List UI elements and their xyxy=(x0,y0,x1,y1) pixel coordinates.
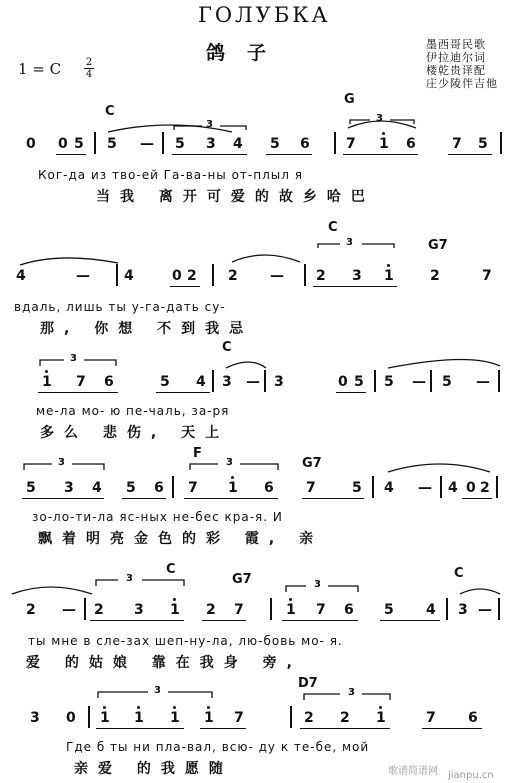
note: 1 xyxy=(170,710,180,726)
credit-guitar: 庄少陵伴吉他 xyxy=(426,77,498,90)
note: 1 xyxy=(376,710,386,726)
chord-label: C xyxy=(105,104,115,119)
note: 3 xyxy=(206,136,216,152)
note-dash: — xyxy=(418,480,432,496)
chord-label: D7 xyxy=(298,676,318,691)
triplet-bracket xyxy=(304,694,390,700)
chord-label: G xyxy=(344,92,355,107)
note: 5 xyxy=(442,374,452,390)
triplet-bracket xyxy=(318,244,394,248)
note: 1 xyxy=(384,268,394,284)
note: 7 xyxy=(452,136,462,152)
triplet-label: 3 xyxy=(154,685,161,696)
chord-label: C xyxy=(328,220,338,235)
note: 0 xyxy=(338,374,348,390)
note: 4 xyxy=(384,480,394,496)
note: 5 xyxy=(478,136,488,152)
note-dash: — xyxy=(62,602,76,618)
note: 5 xyxy=(352,480,362,496)
note: 7 xyxy=(482,268,492,284)
note: 4 xyxy=(92,480,102,496)
note: 6 xyxy=(406,136,416,152)
note: 3 xyxy=(222,374,232,390)
note: 7 xyxy=(316,602,326,618)
note: 6 xyxy=(264,480,274,496)
chord-label: C xyxy=(222,340,232,355)
note: 0 xyxy=(466,480,476,496)
lyrics-chinese: 爱 的姑娘 靠在我身 旁, xyxy=(26,655,302,671)
lyrics-chinese: 亲爱 的我愿随 xyxy=(74,761,233,777)
note: 5 xyxy=(270,136,280,152)
note: 2 xyxy=(94,602,104,618)
note: 1 xyxy=(228,480,238,496)
note: 7 xyxy=(76,374,86,390)
note-dash: — xyxy=(270,268,284,284)
note: 7 xyxy=(346,136,356,152)
note: 1 xyxy=(100,710,110,726)
note: 0 xyxy=(26,136,36,152)
slur-mark xyxy=(12,587,92,594)
triplet-bracket xyxy=(286,586,358,592)
slur-mark xyxy=(388,464,490,472)
slur-mark xyxy=(232,255,300,262)
chord-label: G7 xyxy=(232,572,252,587)
song-title-russian: ГОЛУБКА xyxy=(198,3,331,27)
note: 2 xyxy=(228,268,238,284)
triplet-label: 3 xyxy=(70,353,77,364)
note: 5 xyxy=(175,136,185,152)
note-dash: — xyxy=(412,374,426,390)
lyrics-russian: ты мне в сле-зах шеп-ну-ла, лю-бовь мо- я. xyxy=(28,634,343,648)
lyrics-russian: зо-ло-ти-ла яс-ных не-бес кра-я. И xyxy=(32,510,283,524)
note: 0 xyxy=(66,710,76,726)
slur-mark xyxy=(388,359,500,368)
note: 7 xyxy=(234,710,244,726)
triplet-label: 3 xyxy=(206,119,213,130)
note: 1 xyxy=(286,602,296,618)
lyrics-chinese: 那, 你想 不到我忌 xyxy=(40,321,254,337)
note: 6 xyxy=(344,602,354,618)
note: 2 xyxy=(480,480,490,496)
watermark-url: jianpu.cn xyxy=(448,770,494,781)
note: 5 xyxy=(354,374,364,390)
note: 0 xyxy=(58,136,68,152)
note: 1 xyxy=(204,710,214,726)
note: 2 xyxy=(26,602,36,618)
key-signature: 1 = C xyxy=(18,60,62,78)
song-title-chinese: 鸽子 xyxy=(206,42,289,64)
slur-mark xyxy=(108,125,232,132)
note: 6 xyxy=(154,480,164,496)
watermark-text: 歌谱简谱网 xyxy=(388,766,438,777)
meter-bottom: 4 xyxy=(85,69,93,80)
chord-label: C xyxy=(166,562,176,577)
lyrics-russian: Где б ты ни пла-вал, всю- ду к те-бе, мой xyxy=(66,740,370,754)
note: 4 xyxy=(124,268,134,284)
note: 5 xyxy=(107,136,117,152)
chord-label: C xyxy=(454,566,464,581)
note: 4 xyxy=(233,136,243,152)
credit-lyricist: 伊拉迪尔词 xyxy=(426,51,486,64)
triplet-label: 3 xyxy=(314,579,321,590)
chord-label: F xyxy=(193,446,202,461)
lyrics-chinese: 当我 离开可爱的故乡哈巴 xyxy=(96,189,375,205)
note: 3 xyxy=(64,480,74,496)
triplet-bracket xyxy=(96,580,184,586)
note: 5 xyxy=(126,480,136,496)
triplet-label: 3 xyxy=(348,687,355,698)
note: 6 xyxy=(468,710,478,726)
note: 2 xyxy=(430,268,440,284)
note: 3 xyxy=(30,710,40,726)
note: 6 xyxy=(104,374,114,390)
lyrics-chinese: 多么 悲伤, 天上 xyxy=(40,425,230,441)
slur-mark xyxy=(226,362,266,368)
note: 4 xyxy=(16,268,26,284)
note: 4 xyxy=(196,374,206,390)
lyrics-russian: Ког-да из тво-ей Га-ва-ны от-плыл я xyxy=(38,168,303,182)
note: 7 xyxy=(426,710,436,726)
note: 2 xyxy=(316,268,326,284)
triplet-label: 3 xyxy=(126,573,133,584)
note: 1 xyxy=(170,602,180,618)
note: 3 xyxy=(274,374,284,390)
chord-label: G7 xyxy=(302,456,322,471)
triplet-bracket xyxy=(40,360,116,366)
chord-label: G7 xyxy=(428,238,448,253)
note: 0 xyxy=(172,268,182,284)
note: 5 xyxy=(384,374,394,390)
slur-mark xyxy=(460,589,500,594)
triplet-label: 3 xyxy=(58,457,65,468)
note: 2 xyxy=(187,268,197,284)
triplet-label: 3 xyxy=(376,113,383,124)
note: 2 xyxy=(304,710,314,726)
note-dash: — xyxy=(476,374,490,390)
note: 3 xyxy=(352,268,362,284)
note: 7 xyxy=(188,480,198,496)
note: 7 xyxy=(306,480,316,496)
note-dash: — xyxy=(246,374,260,390)
lyrics-russian: ме-ла мо- ю пе-чаль, за-ря xyxy=(36,404,230,418)
note: 5 xyxy=(160,374,170,390)
note: 2 xyxy=(206,602,216,618)
credit-origin: 墨西哥民歌 xyxy=(426,38,486,51)
note: 1 xyxy=(42,374,52,390)
note: 3 xyxy=(458,602,468,618)
note: 2 xyxy=(340,710,350,726)
lyrics-russian: вдаль, лишь ты у-га-дать су- xyxy=(14,300,226,314)
note: 1 xyxy=(134,710,144,726)
note: 1 xyxy=(379,136,389,152)
meter-top: 2 xyxy=(85,57,93,68)
note-dash: — xyxy=(76,268,90,284)
triplet-label: 3 xyxy=(226,457,233,468)
triplet-label: 3 xyxy=(346,237,353,248)
note: 7 xyxy=(234,602,244,618)
note: 4 xyxy=(448,480,458,496)
note: 5 xyxy=(26,480,36,496)
triplet-bracket xyxy=(190,464,278,470)
note-dash: — xyxy=(478,602,492,618)
note-dash: — xyxy=(140,136,154,152)
note: 5 xyxy=(384,602,394,618)
note: 3 xyxy=(134,602,144,618)
note: 5 xyxy=(74,136,84,152)
slur-mark xyxy=(20,258,118,265)
note: 6 xyxy=(300,136,310,152)
note: 4 xyxy=(426,602,436,618)
lyrics-chinese: 飘着明亮金色的彩 霞, 亲 xyxy=(38,531,324,547)
credit-translator: 楼乾贵译配 xyxy=(426,64,486,77)
